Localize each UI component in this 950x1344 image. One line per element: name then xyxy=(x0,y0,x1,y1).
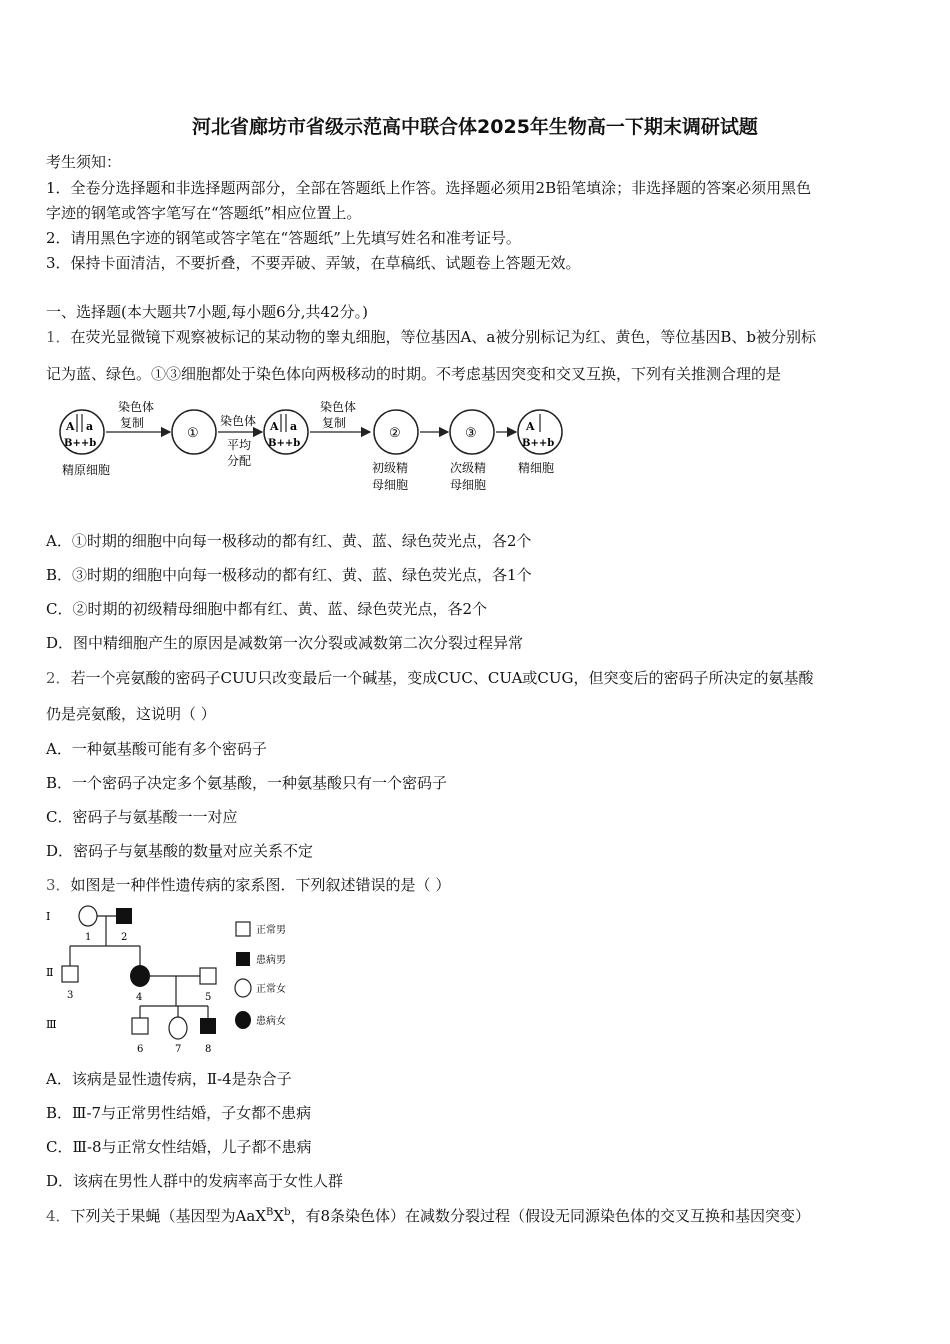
spermatogonium-cell xyxy=(60,410,104,454)
gene-label: A xyxy=(66,420,75,433)
arrow2-label-3: 分配 xyxy=(227,454,252,468)
gene-label: B++b xyxy=(64,438,97,449)
legend-affected-male: 患病男 xyxy=(256,955,286,966)
q2-stem xyxy=(46,668,814,688)
arrow1-label-1: 染色体 xyxy=(118,400,155,414)
q2-line2: 仍是亮氨酸，这说明（ ） xyxy=(46,705,216,723)
legend-normal-male: 正常男 xyxy=(256,925,286,936)
q1-stem xyxy=(46,327,816,347)
label-primary-1: 初级精 xyxy=(372,461,409,475)
generation-2-label: Ⅱ xyxy=(46,966,54,979)
svg-text:A: A xyxy=(526,420,535,433)
q4-mid: X xyxy=(273,1207,285,1225)
q4-pre: 下列关于果蝇（基因型为AaX xyxy=(70,1207,267,1225)
q1-meiosis-diagram xyxy=(52,394,572,502)
id-7: 7 xyxy=(175,1044,182,1055)
q3-line1: 如图是一种伴性遗传病的家系图．下列叙述错误的是（ ） xyxy=(70,876,451,894)
generation-3-label: Ⅲ xyxy=(46,1018,57,1031)
svg-text:B++b: B++b xyxy=(268,438,301,449)
section-heading: 一、选择题(本大题共7小题,每小题6分,共42分。) xyxy=(46,303,368,321)
individual-7-normal-female xyxy=(169,1017,187,1039)
cell-2 xyxy=(374,410,418,454)
q4-number: 4． xyxy=(46,1207,71,1225)
legend-affected-female-symbol xyxy=(235,1011,251,1029)
id-5: 5 xyxy=(205,992,212,1003)
gene-label: a xyxy=(86,420,94,433)
q3-number: 3． xyxy=(46,876,71,894)
svg-text:②: ② xyxy=(389,426,401,441)
individual-1-normal-female xyxy=(79,906,97,926)
label-primary-2: 母细胞 xyxy=(372,478,409,492)
arrow1-label-2: 复制 xyxy=(120,416,145,430)
q3-option-c[interactable]: C．Ⅲ-8与正常女性结婚，儿子都不患病 xyxy=(46,1138,312,1156)
secondary-cell-diploid xyxy=(264,410,308,454)
generation-1-label: Ⅰ xyxy=(46,910,51,923)
legend-affected-female: 患病女 xyxy=(256,1016,286,1027)
q1-option-d[interactable]: D．图中精细胞产生的原因是减数第一次分裂或减数第二次分裂过程异常 xyxy=(46,634,524,652)
q3-option-b[interactable]: B．Ⅲ-7与正常男性结婚，子女都不患病 xyxy=(46,1104,312,1122)
svg-text:①: ① xyxy=(187,426,199,441)
individual-3-normal-male xyxy=(62,966,78,982)
label-secondary-2: 母细胞 xyxy=(450,478,487,492)
q2-number: 2． xyxy=(46,669,71,687)
q2-option-d[interactable]: D．密码子与氨基酸的数量对应关系不定 xyxy=(46,842,314,860)
q1-line1: 在荧光显微镜下观察被标记的某动物的睾丸细胞，等位基因A、a被分别标记为红、黄色，等位基因B、b被分别标 xyxy=(70,328,816,346)
arrow2-label-1: 染色体 xyxy=(220,414,257,428)
svg-text:③: ③ xyxy=(465,426,477,441)
id-2: 2 xyxy=(121,932,128,943)
sperm-cell xyxy=(518,410,562,454)
id-1: 1 xyxy=(85,932,92,943)
svg-text:a: a xyxy=(290,420,298,433)
svg-text:A: A xyxy=(270,420,279,433)
q4-stem xyxy=(46,1206,810,1226)
id-4: 4 xyxy=(136,992,143,1003)
label-secondary-1: 次级精 xyxy=(450,461,487,475)
q2-option-a[interactable]: A．一种氨基酸可能有多个密码子 xyxy=(46,740,267,758)
q1-line2: 记为蓝、绿色。①③细胞都处于染色体向两极移动的时期。不考虑基因突变和交叉互换，下列有关推测合理的是 xyxy=(46,365,782,383)
page-title: 河北省廊坊市省级示范高中联合体2025年生物高一下期末调研试题 xyxy=(192,116,758,138)
q3-stem xyxy=(46,875,450,895)
q1-number: 1． xyxy=(46,328,71,346)
q1-option-b[interactable]: B．③时期的细胞中向每一极移动的都有红、黄、蓝、绿色荧光点，各1个 xyxy=(46,566,532,584)
individual-2-affected-male xyxy=(116,908,132,924)
arrow3-label-2: 复制 xyxy=(322,416,347,430)
arrow3-label-1: 染色体 xyxy=(320,400,357,414)
legend-normal-female: 正常女 xyxy=(256,984,286,995)
individual-6-normal-male xyxy=(132,1018,148,1034)
id-3: 3 xyxy=(67,990,74,1001)
individual-4-affected-female xyxy=(130,965,150,987)
cell-3 xyxy=(450,410,494,454)
notice-line-1b: 字迹的钢笔或答字笔写在“答题纸”相应位置上。 xyxy=(46,204,362,222)
legend-affected-male-symbol xyxy=(236,952,250,966)
notice-line-1: 1．全卷分选择题和非选择题两部分，全部在答题纸上作答。选择题必须用2B铅笔填涂；非选择题的答案必须用黑色 xyxy=(46,179,812,197)
legend-normal-male-symbol xyxy=(236,922,250,936)
label-spermatogonium: 精原细胞 xyxy=(62,463,111,477)
notice-line-3: 3．保持卡面清洁，不要折叠，不要弄破、弄皱，在草稿纸、试题卷上答题无效。 xyxy=(46,254,581,272)
q3-option-a[interactable]: A．该病是显性遗传病，Ⅱ-4是杂合子 xyxy=(46,1070,292,1088)
svg-text:B++b: B++b xyxy=(522,438,555,449)
q1-option-a[interactable]: A．①时期的细胞中向每一极移动的都有红、黄、蓝、绿色荧光点，各2个 xyxy=(46,532,532,550)
individual-5-normal-male xyxy=(200,968,216,984)
q3-pedigree-chart xyxy=(44,902,304,1060)
individual-8-affected-male xyxy=(200,1018,216,1034)
notice-line-2: 2．请用黑色字迹的钢笔或答字笔在“答题纸”上先填写姓名和准考证号。 xyxy=(46,229,521,247)
q4-post: ，有8条染色体）在减数分裂过程（假设无同源染色体的交叉互换和基因突变） xyxy=(290,1207,811,1225)
arrow2-label-2: 平均 xyxy=(227,438,252,452)
q3-option-d[interactable]: D．该病在男性人群中的发病率高于女性人群 xyxy=(46,1172,344,1190)
q4-sup1: B xyxy=(266,1207,274,1218)
id-6: 6 xyxy=(137,1044,144,1055)
q2-option-b[interactable]: B．一个密码子决定多个氨基酸，一种氨基酸只有一个密码子 xyxy=(46,774,448,792)
cell-1 xyxy=(172,410,216,454)
notice-heading: 考生须知： xyxy=(46,153,122,171)
q4-sup2: b xyxy=(284,1207,291,1218)
q1-option-c[interactable]: C．②时期的初级精母细胞中都有红、黄、蓝、绿色荧光点，各2个 xyxy=(46,600,488,618)
q2-line1: 若一个亮氨酸的密码子CUU只改变最后一个碱基，变成CUC、CUA或CUG，但突变后的密码子所决定的氨基酸 xyxy=(70,669,814,687)
id-8: 8 xyxy=(205,1044,212,1055)
q2-option-c[interactable]: C．密码子与氨基酸一一对应 xyxy=(46,808,238,826)
legend-normal-female-symbol xyxy=(235,979,251,997)
label-sperm: 精细胞 xyxy=(518,461,555,475)
